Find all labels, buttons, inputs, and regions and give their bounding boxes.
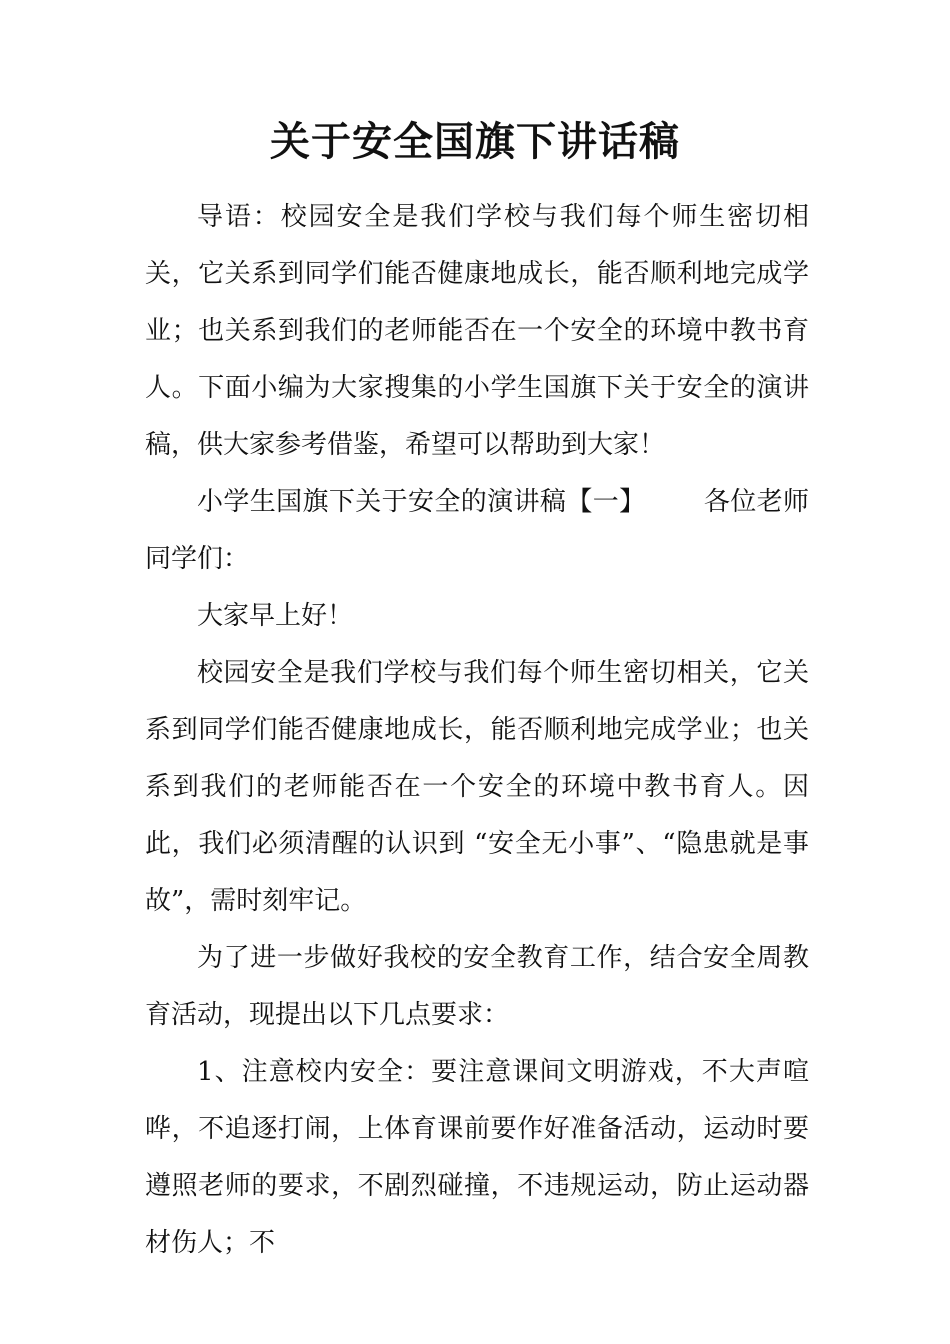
speech-heading-paragraph <box>145 474 809 588</box>
document-title: 关于安全国旗下讲话稿 <box>270 118 680 165</box>
greeting-paragraph: 大家早上好！ <box>197 601 354 631</box>
body-paragraph-3: 1、注意校内安全：要注意课间文明游戏，不大声喧哗，不追逐打闹，上体育课前要作好准备活动，运动时要遵照老师的要求，不剧烈碰撞，不违规运动，防止运动器材伤人；不 <box>145 1057 809 1258</box>
salutation: 各位老师同学们： <box>145 487 809 574</box>
body-paragraph-1: 校园安全是我们学校与我们每个师生密切相关，它关系到同学们能否健康地成长，能否顺利地完成学业；也关系到我们的老师能否在一个安全的环境中教书育人。因此，我们必须清醒的认识到 “安全无小事”、“隐患就是事故”，需时刻牢记。 <box>145 658 809 916</box>
document-body <box>145 189 809 1272</box>
body-paragraph-2: 为了进一步做好我校的安全教育工作，结合安全周教育活动，现提出以下几点要求： <box>145 943 809 1030</box>
intro-paragraph: 导语：校园安全是我们学校与我们每个师生密切相关，它关系到同学们能否健康地成长，能否顺利地完成学业；也关系到我们的老师能否在一个安全的环境中教书育人。下面小编为大家搜集的小学生国旗下关于安全的演讲稿，供大家参考借鉴，希望可以帮助到大家！ <box>145 202 809 460</box>
speech-heading: 小学生国旗下关于安全的演讲稿【一】 <box>197 487 646 517</box>
